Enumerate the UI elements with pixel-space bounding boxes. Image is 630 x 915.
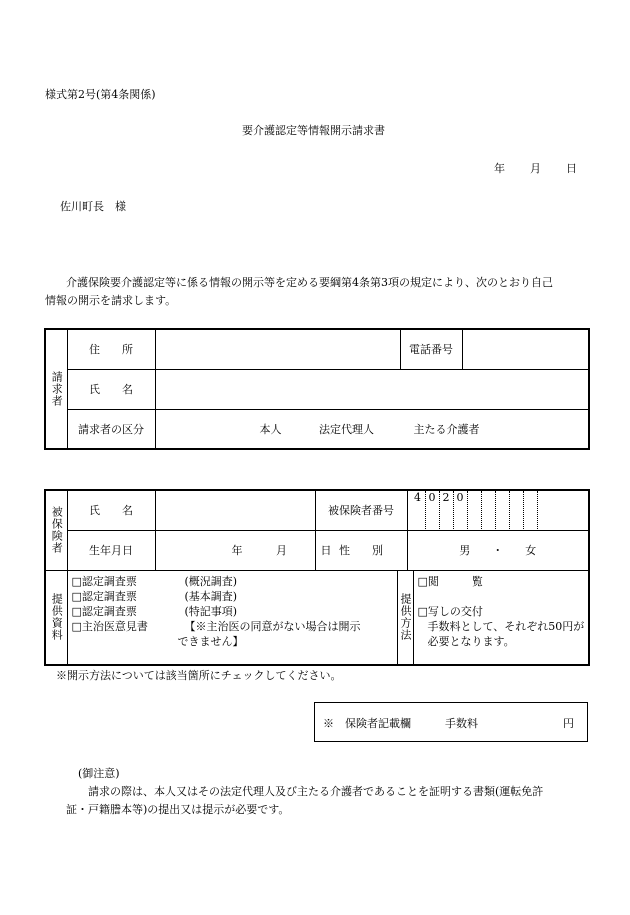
category-self[interactable]: 本人	[259, 422, 282, 436]
provided-item[interactable]: □主治医意見書 【※主治医の同意がない場合は開示	[71, 619, 361, 633]
gender-label: 性 別	[315, 530, 407, 570]
insurer-box-label: ※ 保険者記載欄	[323, 717, 411, 730]
insurer-fee-label: 手数料	[445, 717, 478, 730]
insured-number-label: 被保険者番号	[315, 490, 407, 530]
category-agent[interactable]: 法定代理人	[319, 422, 374, 436]
provided-item-note: できません】	[177, 634, 244, 648]
insured-name-field[interactable]	[155, 490, 315, 530]
provided-section-label: 提供資料	[45, 570, 67, 665]
insured-number-digit	[495, 491, 509, 529]
method-options	[413, 570, 589, 665]
provided-items	[67, 570, 397, 665]
method-section-label: 提供方法	[397, 570, 413, 665]
requester-section-label: 請求者	[45, 329, 67, 449]
date-year-label: 年	[494, 162, 505, 175]
intro-line-1: 介護保険要介護認定等に係る情報の開示等を定める要綱第4条第3項の規定により、次のとおり自己	[66, 276, 553, 289]
requester-category-label: 請求者の区分	[67, 409, 155, 449]
phone-field[interactable]	[462, 329, 589, 369]
method-view[interactable]: □閲 覧	[417, 574, 483, 588]
insured-number-digit: 0	[425, 491, 439, 529]
insured-table	[44, 489, 590, 666]
phone-label: 電話番号	[400, 329, 462, 369]
category-caregiver[interactable]: 主たる介護者	[413, 422, 480, 436]
insurer-fee-unit: 円	[563, 717, 574, 730]
caution-line-2: 証・戸籍謄本等)の提出又は提示が必要です。	[66, 803, 290, 816]
insured-name-label: 氏 名	[67, 490, 155, 530]
insured-number-digit: 4	[414, 491, 422, 505]
requester-table	[44, 328, 590, 450]
insured-section-label: 被保険者	[45, 490, 67, 570]
provided-item[interactable]: □認定調査票 (特記事項)	[71, 604, 238, 618]
date-month-label: 月	[530, 162, 541, 175]
requester-name-field[interactable]	[155, 369, 589, 409]
fee-note-line-2: 必要となります。	[427, 634, 515, 648]
fee-note-line-1: 手数料として、それぞれ50円が	[427, 619, 585, 633]
provided-item[interactable]: □認定調査票 (基本調査)	[71, 589, 238, 603]
addressee: 佐川町長 様	[60, 200, 126, 213]
method-copy[interactable]: □写しの交付	[417, 604, 483, 618]
gender-options[interactable]: 男 ・ 女	[407, 530, 589, 570]
insured-number-digit	[481, 491, 495, 529]
insured-number-digit	[523, 491, 537, 529]
insured-number-digit	[467, 491, 481, 529]
requester-category-options[interactable]	[155, 409, 589, 449]
insured-number-digit: 0	[453, 491, 467, 529]
check-note: ※開示方法については該当箇所にチェックしてください。	[56, 669, 342, 682]
insured-number-field[interactable]	[407, 490, 589, 530]
address-field[interactable]	[155, 329, 400, 369]
caution-line-1: 請求の際は、本人又はその法定代理人及び主たる介護者であることを証明する書類(運転免許	[88, 785, 544, 798]
insurer-box	[314, 702, 588, 742]
date-day-label: 日	[566, 162, 577, 175]
address-label: 住 所	[67, 329, 155, 369]
insured-number-digit: 2	[439, 491, 453, 529]
dob-year-label: 年	[231, 544, 243, 557]
dob-field[interactable]	[155, 530, 332, 570]
caution-heading: (御注意)	[78, 767, 120, 780]
intro-line-2: 情報の開示を請求します。	[45, 294, 177, 307]
dob-label: 生年月日	[67, 530, 155, 570]
insured-number-digit	[509, 491, 523, 529]
provided-item[interactable]: □認定調査票 (概況調査)	[71, 574, 238, 588]
form-number: 様式第2号(第4条関係)	[45, 88, 156, 101]
dob-day-label: 日	[320, 544, 332, 557]
page-title: 要介護認定等情報開示請求書	[242, 124, 385, 137]
insured-number-digit	[537, 491, 551, 529]
requester-name-label: 氏 名	[67, 369, 155, 409]
dob-month-label: 月	[276, 544, 287, 557]
